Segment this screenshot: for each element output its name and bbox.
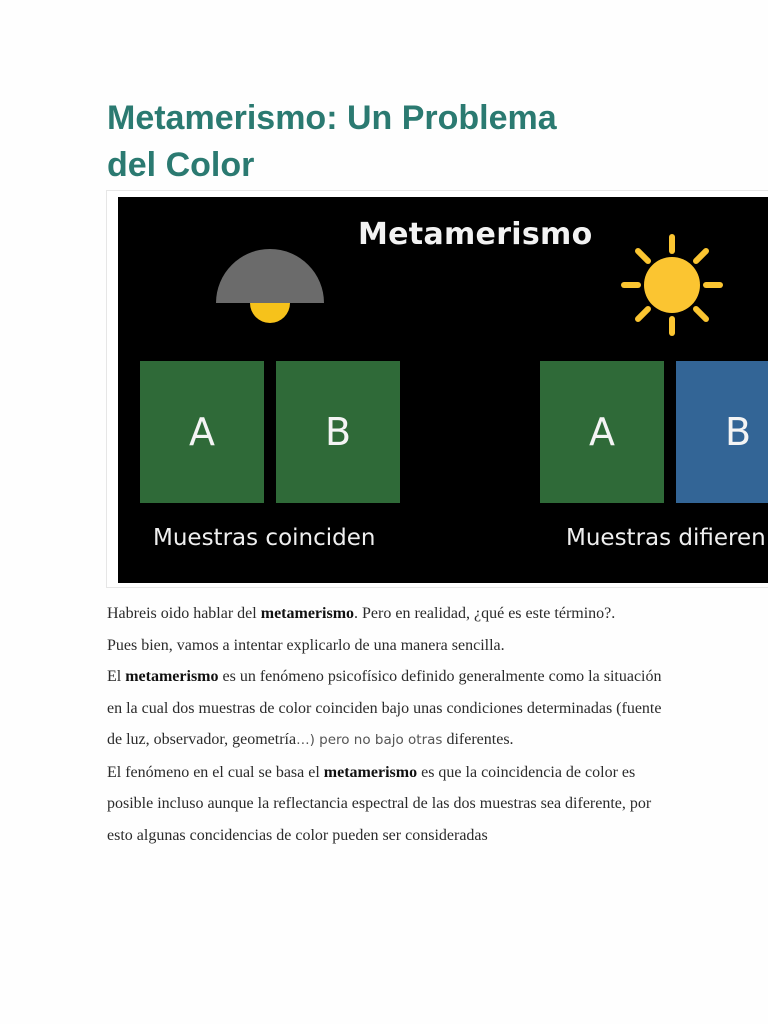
swatch-a-right-label: A — [589, 410, 615, 454]
paragraph-1-text-b: . Pero en realidad, ¿qué es este término?. — [354, 605, 616, 622]
swatch-a-left — [140, 361, 264, 503]
article-title — [107, 95, 627, 189]
metamerism-figure — [118, 197, 768, 583]
paragraph-3-text-b: es un fenómeno psicofísico definido generalmente como la situación en la cual dos muestras de color coinciden bajo unas condiciones determinadas (fuente de luz, observador, geometría — [107, 668, 662, 748]
article-body — [107, 598, 667, 851]
paragraph-1 — [107, 598, 667, 630]
figure-title: Metamerismo — [358, 217, 593, 252]
swatch-a-left-label: A — [189, 410, 215, 454]
lamp-icon — [214, 247, 326, 327]
paragraph-4-text-b: es que la coincidencia de color es posible incluso aunque la reflectancia espectral de las dos muestras sea diferente, por esto algunas concidencias de color pueden ser consideradas — [107, 763, 652, 844]
paragraph-3-text-c: …) pero no bajo otras — [296, 732, 443, 748]
swatch-a-right — [540, 361, 664, 503]
swatch-b-right-label: B — [724, 410, 752, 454]
paragraph-4-text-a: El fenómeno en el cual se basa el — [107, 763, 324, 781]
caption-left: Muestras coinciden — [153, 525, 376, 551]
keyword-metamerismo: metamerismo — [125, 668, 219, 685]
sun-icon — [620, 233, 724, 337]
paragraph-3-text-a: El — [107, 668, 126, 685]
paragraph-4 — [107, 757, 667, 852]
keyword-metamerismo: metamerismo — [323, 763, 418, 781]
swatch-b-left — [276, 361, 400, 503]
paragraph-3 — [107, 661, 667, 757]
swatch-b-right — [676, 361, 768, 503]
caption-right: Muestras difieren — [566, 525, 766, 551]
article-title-line-1: Metamerismo: Un Problema — [107, 99, 557, 137]
paragraph-2: Pues bien, vamos a intentar explicarlo de una manera sencilla. — [107, 636, 505, 654]
swatch-b-left-label: B — [324, 410, 352, 454]
paragraph-1-text-a: Habreis oido hablar del — [107, 605, 261, 622]
keyword-metamerismo: metamerismo — [260, 605, 355, 622]
paragraph-3-text-d: diferentes. — [442, 731, 514, 748]
article-title-line-2: del Color — [107, 146, 255, 184]
